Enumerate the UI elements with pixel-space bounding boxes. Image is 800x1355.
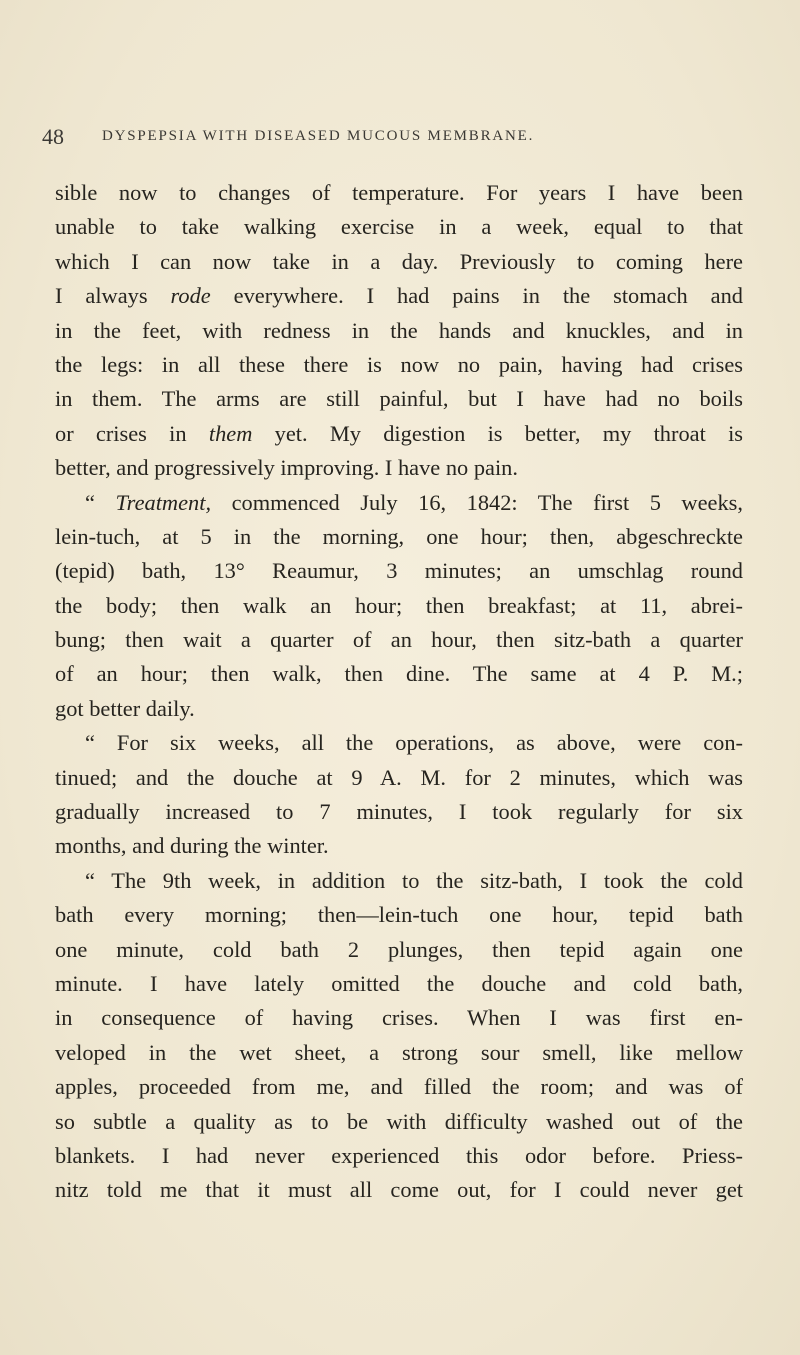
text-segment: (tepid) bath, 13° Reaumur, 3 minutes; an umschlag round <box>55 558 743 584</box>
text-line <box>55 933 743 967</box>
text-line <box>55 1105 743 1139</box>
text-segment: the legs: in all these there is now no pain, having had crises <box>55 351 743 377</box>
text-segment: one minute, cold bath 2 plunges, then tepid again one <box>55 936 743 962</box>
text-segment: “ <box>85 489 116 515</box>
text-line <box>55 726 743 760</box>
page-number: 48 <box>42 124 64 149</box>
text-line <box>55 967 743 1001</box>
text-line <box>55 864 743 898</box>
text-segment: minute. I have lately omitted the douche and cold bath, <box>55 970 743 996</box>
text-segment: unable to take walking exercise in a week, equal to that <box>55 214 743 240</box>
text-segment: yet. My digestion is better, my throat is <box>252 420 744 446</box>
italic-text: Treatment, <box>115 489 212 515</box>
text-segment: so subtle a quality as to be with difficulty washed out of the <box>55 1108 743 1134</box>
text-segment: bung; then wait a quarter of an hour, then sitz-bath a quarter <box>55 627 743 653</box>
text-line <box>55 279 743 313</box>
text-line <box>55 1173 743 1207</box>
text-segment: bath every morning; then—lein-tuch one hour, tepid bath <box>55 902 743 928</box>
text-segment: in them. The arms are still painful, but I have had no boils <box>55 386 743 412</box>
text-line <box>55 657 743 691</box>
text-segment: got better daily. <box>55 695 195 721</box>
text-line <box>55 314 743 348</box>
text-segment: everywhere. I had pains in the stomach and <box>210 283 743 309</box>
text-segment: “ For six weeks, all the operations, as above, were con- <box>85 730 743 756</box>
text-line <box>55 829 743 863</box>
text-line <box>55 589 743 623</box>
text-segment: which I can now take in a day. Previously to coming here <box>55 248 743 274</box>
text-segment: lein-tuch, at 5 in the morning, one hour; then, abgeschreckte <box>55 523 743 549</box>
text-segment: “ The 9th week, in addition to the sitz-bath, I took the cold <box>85 867 743 893</box>
text-segment: apples, proceeded from me, and filled the room; and was of <box>55 1074 743 1100</box>
text-segment: I always <box>55 283 171 309</box>
text-line <box>55 898 743 932</box>
body-text <box>55 176 743 1208</box>
text-segment: veloped in the wet sheet, a strong sour smell, like mellow <box>55 1039 743 1065</box>
text-line <box>55 417 743 451</box>
text-line <box>55 245 743 279</box>
text-line <box>55 692 743 726</box>
text-line <box>55 451 743 485</box>
text-segment: of an hour; then walk, then dine. The same at 4 P. M.; <box>55 661 743 687</box>
text-line <box>55 348 743 382</box>
text-line <box>55 176 743 210</box>
text-segment: tinued; and the douche at 9 A. M. for 2 minutes, which was <box>55 764 743 790</box>
text-segment: nitz told me that it must all come out, for I could never get <box>55 1177 743 1203</box>
text-line <box>55 623 743 657</box>
text-line <box>55 486 743 520</box>
text-segment: sible now to changes of temperature. For years I have been <box>55 180 743 205</box>
text-segment: or crises in <box>55 420 209 446</box>
italic-text: rode <box>170 283 211 309</box>
text-segment: blankets. I had never experienced this odor before. Priess- <box>55 1142 743 1168</box>
text-line <box>55 520 743 554</box>
text-segment: commenced July 16, 1842: The first 5 weeks, <box>211 489 743 515</box>
text-line <box>55 210 743 244</box>
italic-text: them <box>208 420 253 446</box>
text-segment: gradually increased to 7 minutes, I took regularly for six <box>55 799 743 825</box>
text-line <box>55 1070 743 1104</box>
text-line <box>55 761 743 795</box>
text-line <box>55 795 743 829</box>
text-line <box>55 1036 743 1070</box>
text-segment: in the feet, with redness in the hands and knuckles, and in <box>55 317 743 343</box>
text-segment: months, and during the winter. <box>55 833 329 859</box>
text-line <box>55 1139 743 1173</box>
text-segment: better, and progressively improving. I have no pain. <box>55 455 518 481</box>
text-segment: in consequence of having crises. When I was first en- <box>55 1005 743 1031</box>
text-line <box>55 554 743 588</box>
text-segment: the body; then walk an hour; then breakfast; at 11, abrei- <box>55 592 743 618</box>
text-line <box>55 382 743 416</box>
running-title: DYSPEPSIA WITH DISEASED MUCOUS MEMBRANE. <box>102 128 535 144</box>
text-line <box>55 1001 743 1035</box>
